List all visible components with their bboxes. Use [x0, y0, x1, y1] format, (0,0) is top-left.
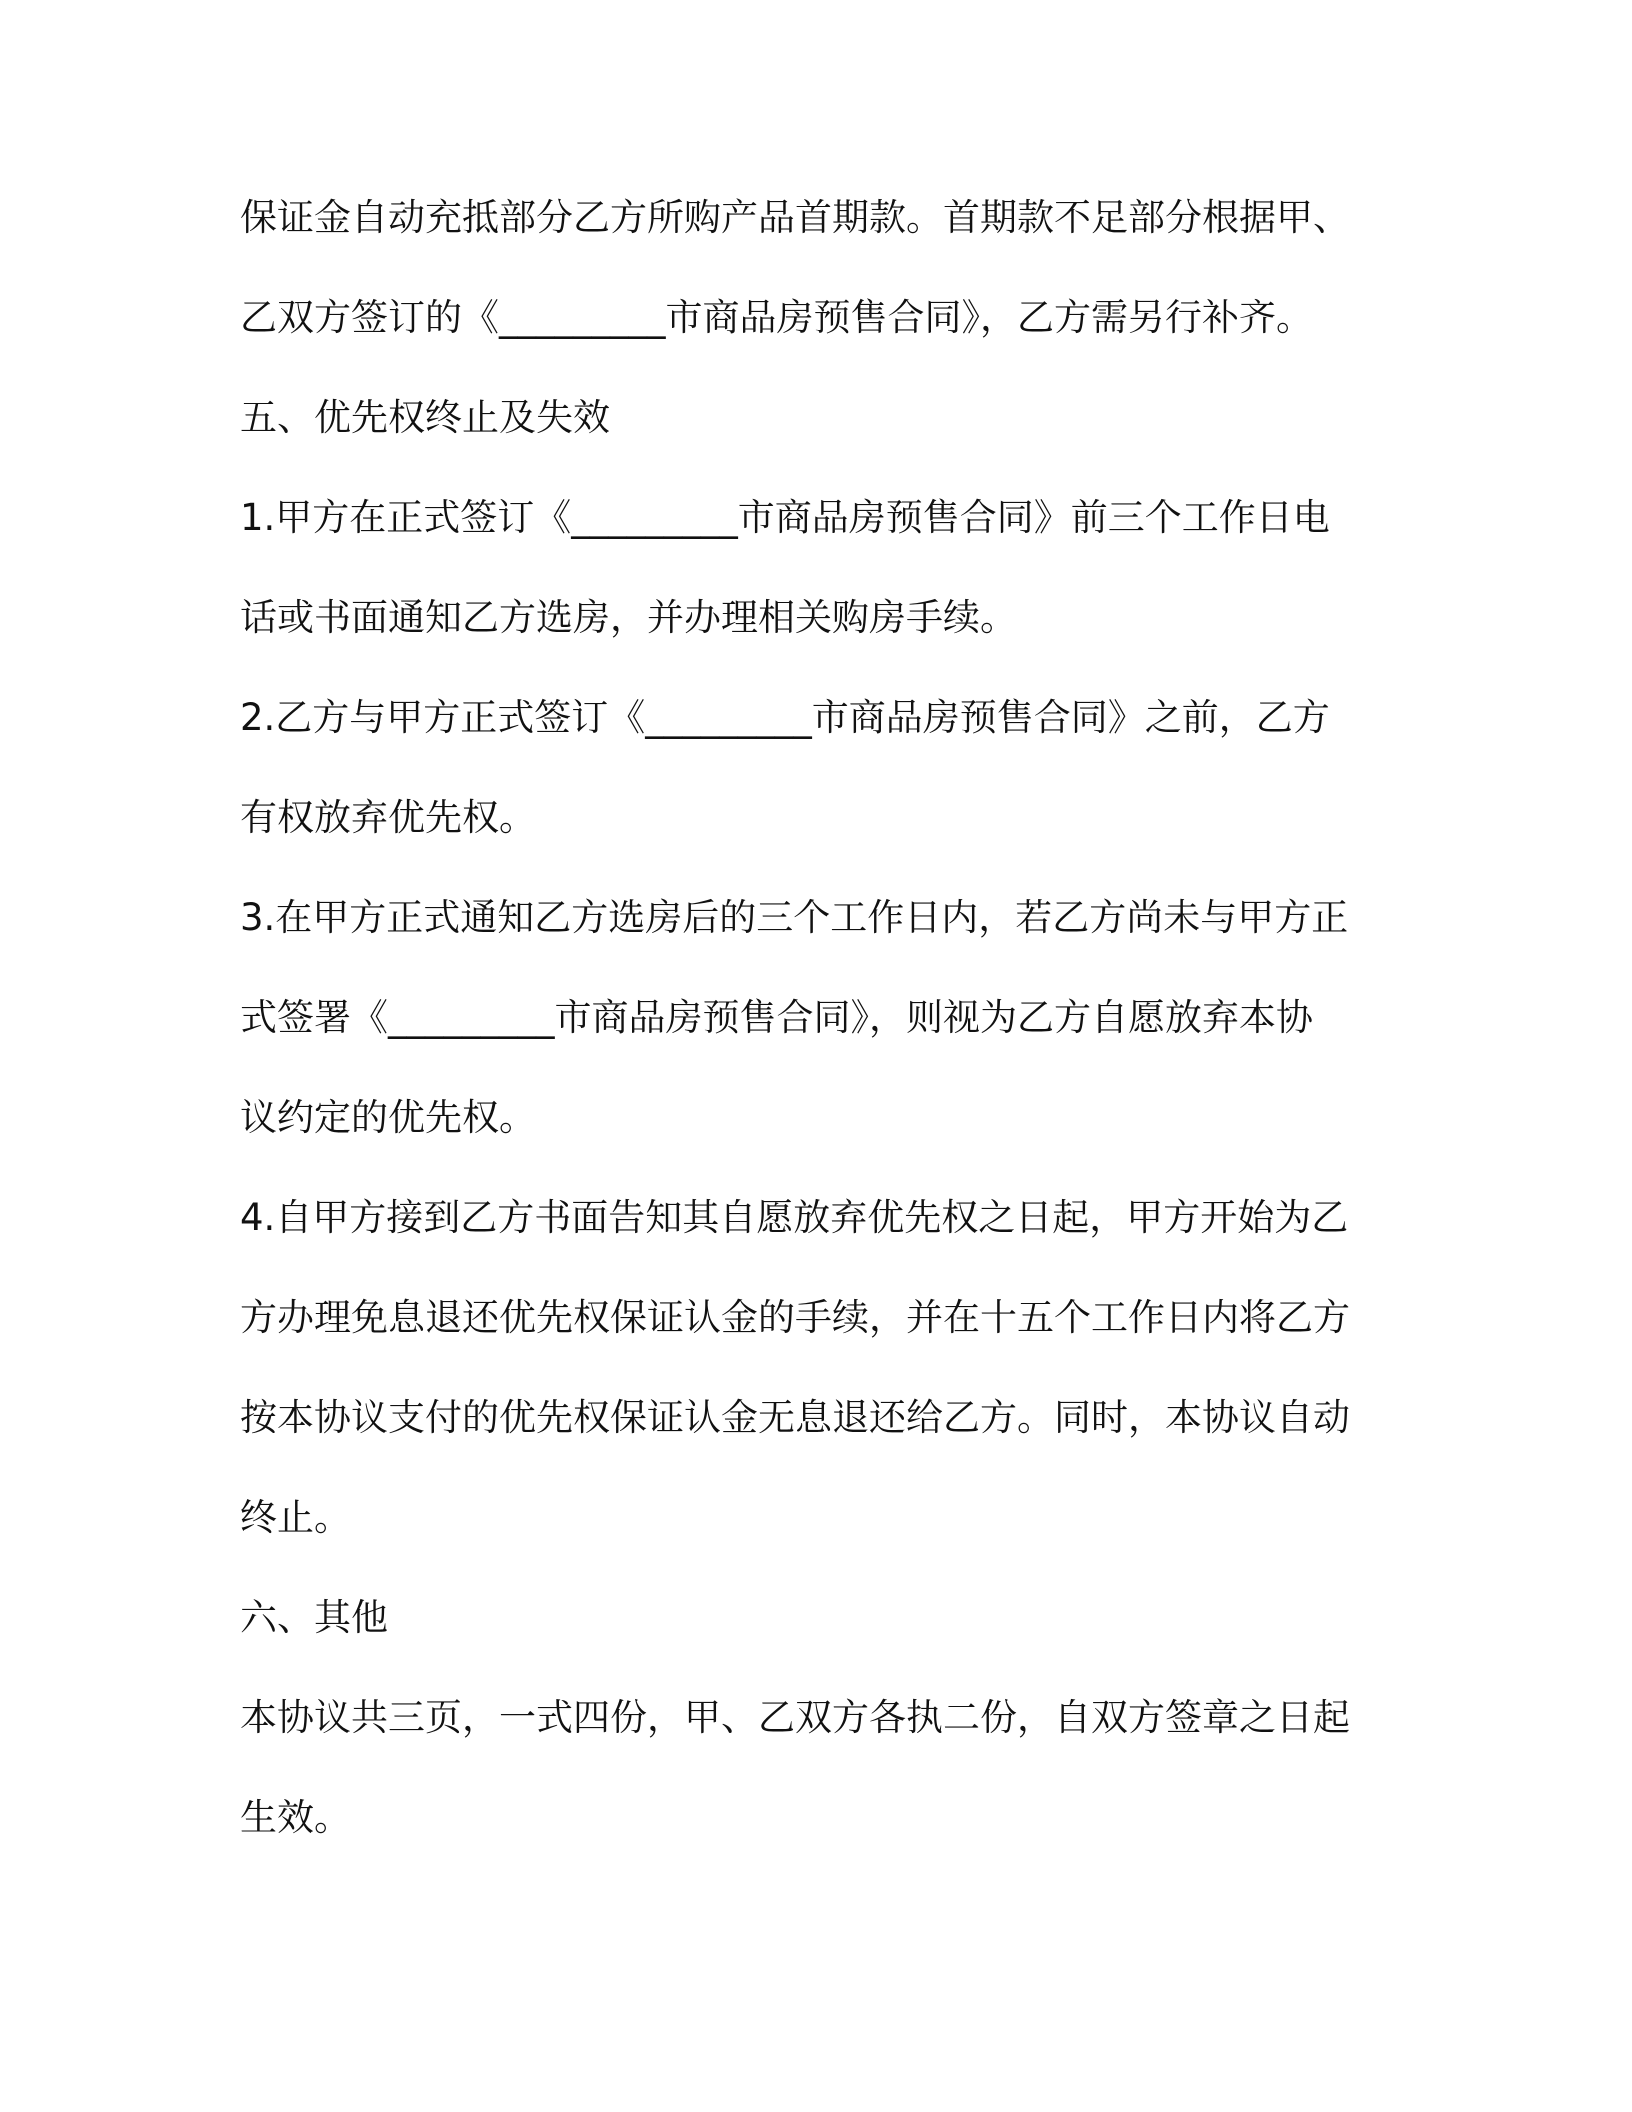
paragraph-line: 方办理免息退还优先权保证认金的手续，并在十五个工作日内将乙方 — [240, 1296, 1350, 1339]
paragraph-line: 按本协议支付的优先权保证认金无息退还给乙方。同时，本协议自动 — [240, 1396, 1350, 1439]
paragraph-line: 生效。 — [240, 1796, 351, 1839]
paragraph-line: 乙双方签订的《_________市商品房预售合同》，乙方需另行补齐。 — [240, 296, 1313, 339]
paragraph-line: 本协议共三页，一式四份，甲、乙双方各执二份，自双方签章之日起 — [240, 1696, 1350, 1739]
section-heading: 五、优先权终止及失效 — [240, 396, 610, 439]
paragraph-line: 有权放弃优先权。 — [240, 796, 536, 839]
paragraph-line: 1.甲方在正式签订《_________市商品房预售合同》前三个工作日电 — [240, 496, 1330, 539]
paragraph-line: 终止。 — [240, 1496, 351, 1539]
paragraph-line: 保证金自动充抵部分乙方所购产品首期款。首期款不足部分根据甲、 — [240, 196, 1350, 239]
paragraph-line: 4.自甲方接到乙方书面告知其自愿放弃优先权之日起，甲方开始为乙 — [240, 1196, 1349, 1239]
paragraph-line: 式签署《_________市商品房预售合同》，则视为乙方自愿放弃本协 — [240, 996, 1313, 1039]
paragraph-line: 2.乙方与甲方正式签订《_________市商品房预售合同》之前，乙方 — [240, 696, 1330, 739]
paragraph-line: 话或书面通知乙方选房，并办理相关购房手续。 — [240, 596, 1017, 639]
section-heading: 六、其他 — [240, 1596, 388, 1639]
paragraph-line: 议约定的优先权。 — [240, 1096, 536, 1139]
paragraph-line: 3.在甲方正式通知乙方选房后的三个工作日内，若乙方尚未与甲方正 — [240, 896, 1349, 939]
